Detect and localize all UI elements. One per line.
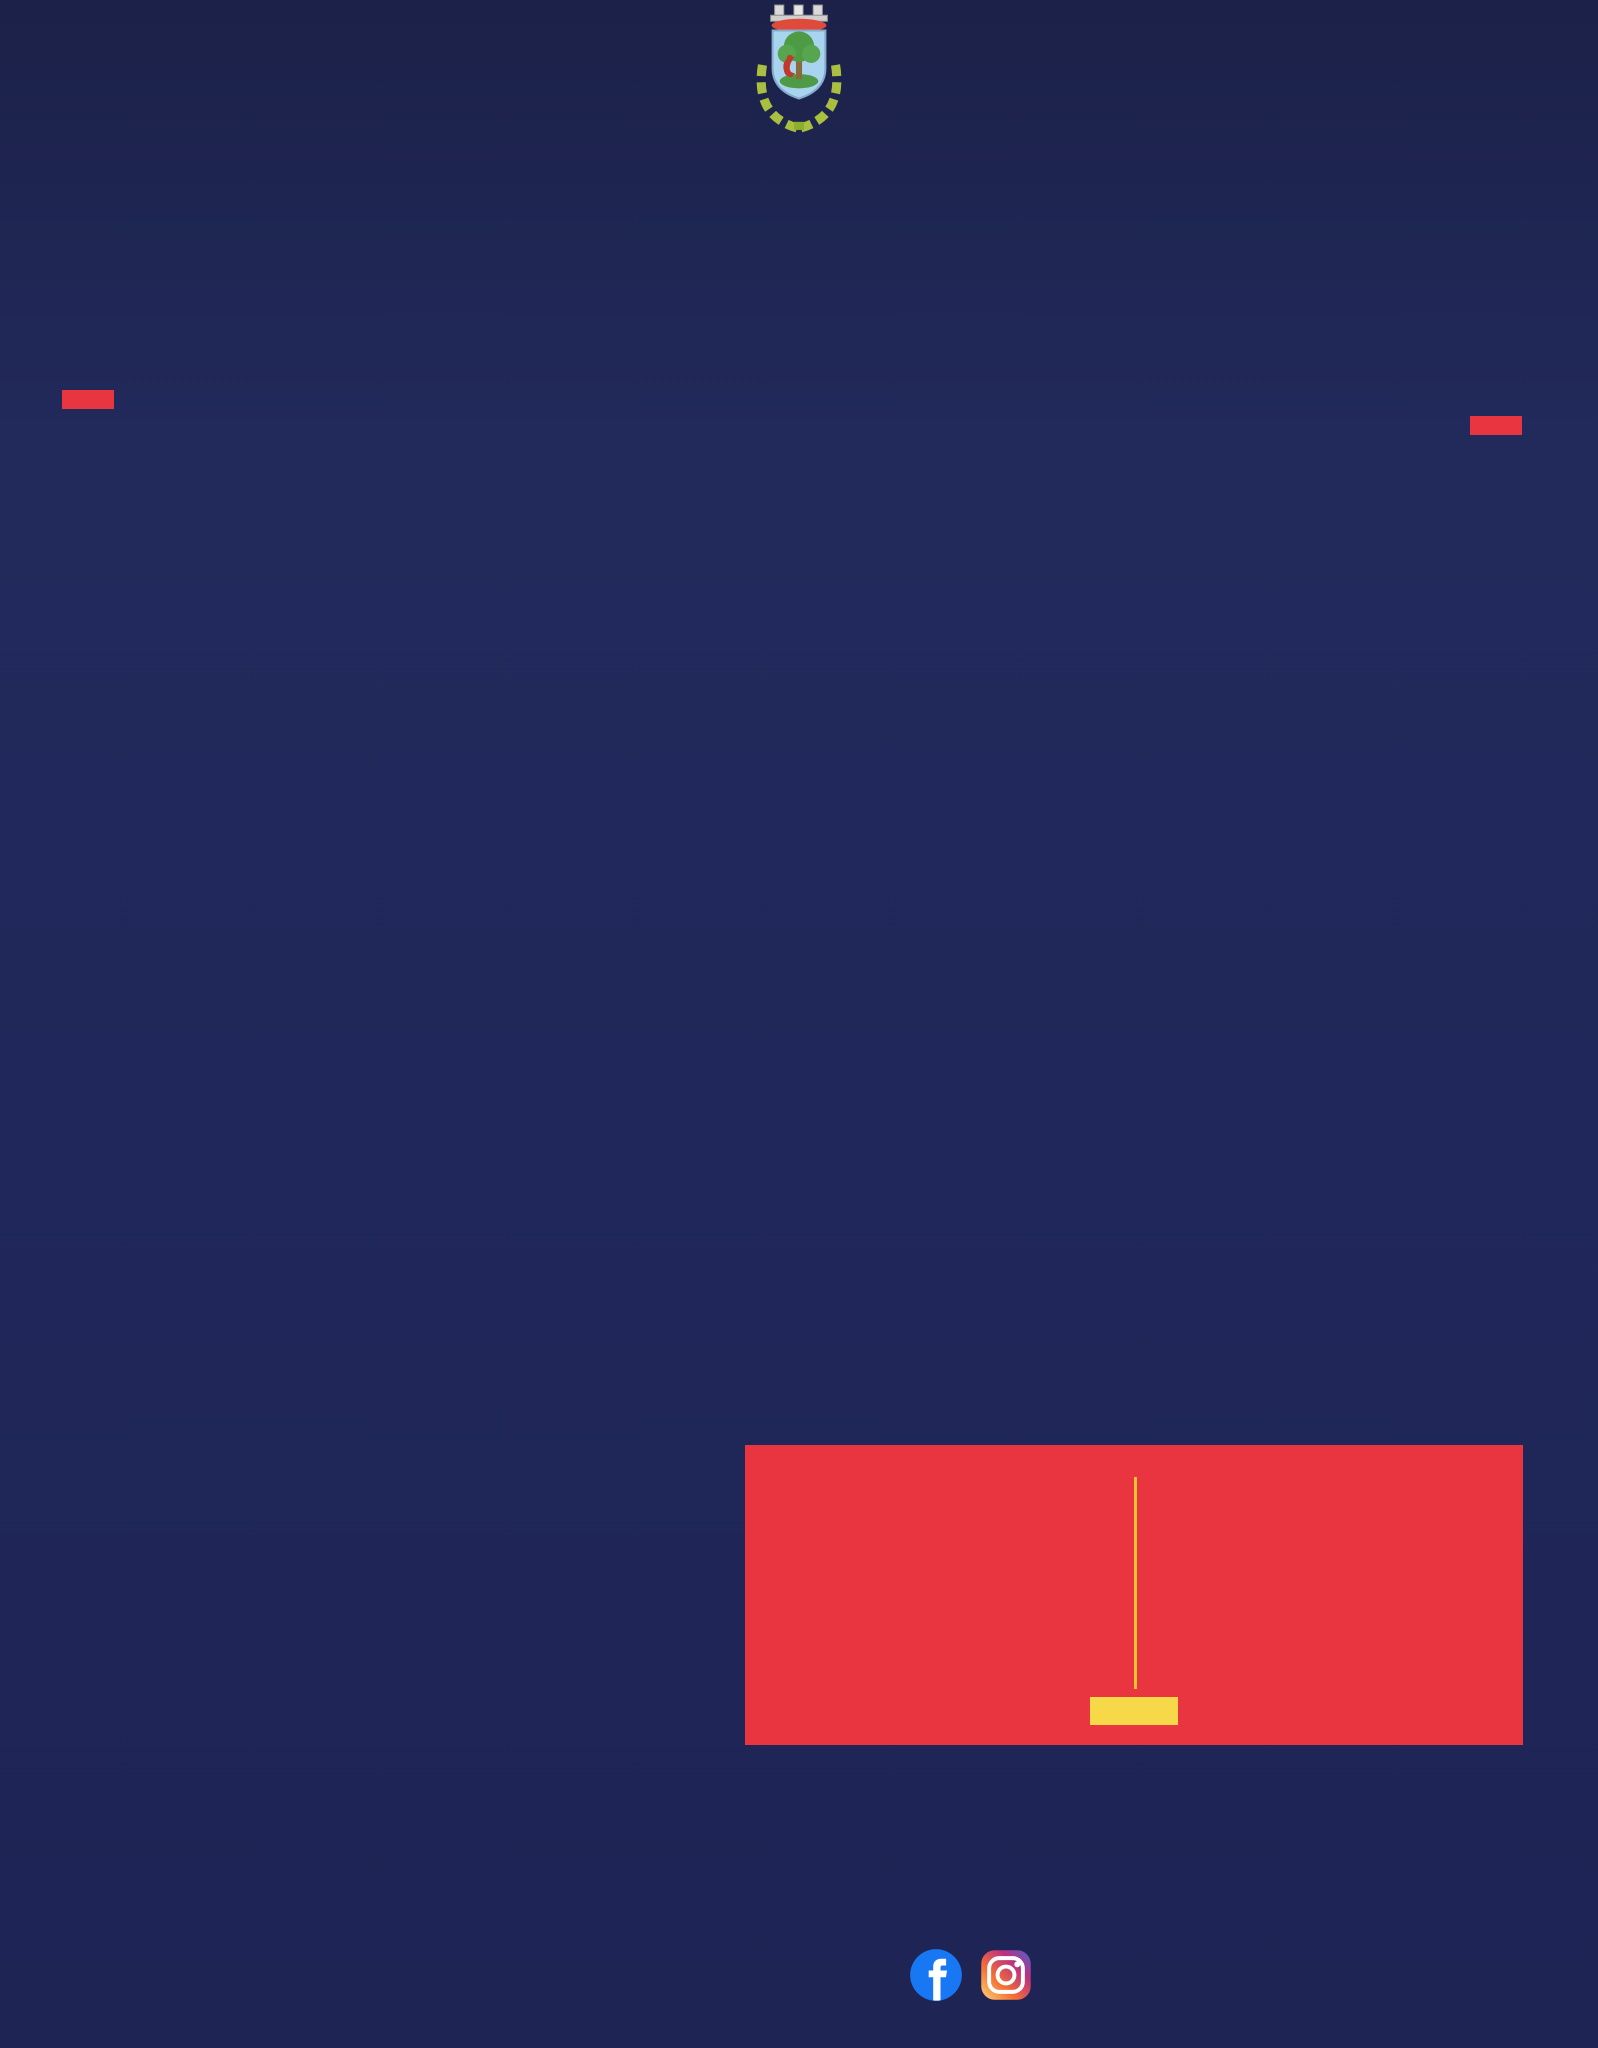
month-header-december — [62, 390, 114, 409]
promo-left — [745, 1445, 1134, 1745]
december-column — [62, 390, 722, 414]
social-footer — [600, 1948, 1420, 2002]
buon-natale-graphic — [628, 892, 964, 1202]
promo-right — [1134, 1445, 1523, 1745]
promo-divider — [1134, 1477, 1137, 1689]
january-column — [862, 390, 1522, 444]
promo-box — [745, 1445, 1523, 1745]
facebook-icon[interactable] — [909, 1948, 963, 2002]
buon-word — [629, 877, 964, 906]
instagram-icon[interactable] — [979, 1948, 1033, 2002]
municipal-coat-of-arms — [742, 0, 856, 134]
comune-badge — [1090, 1697, 1178, 1725]
crown-icon — [771, 5, 828, 32]
month-header-january — [1470, 416, 1522, 435]
gold-sparkles-decoration — [0, 1748, 1598, 2048]
social-handles — [1075, 1957, 1111, 1993]
